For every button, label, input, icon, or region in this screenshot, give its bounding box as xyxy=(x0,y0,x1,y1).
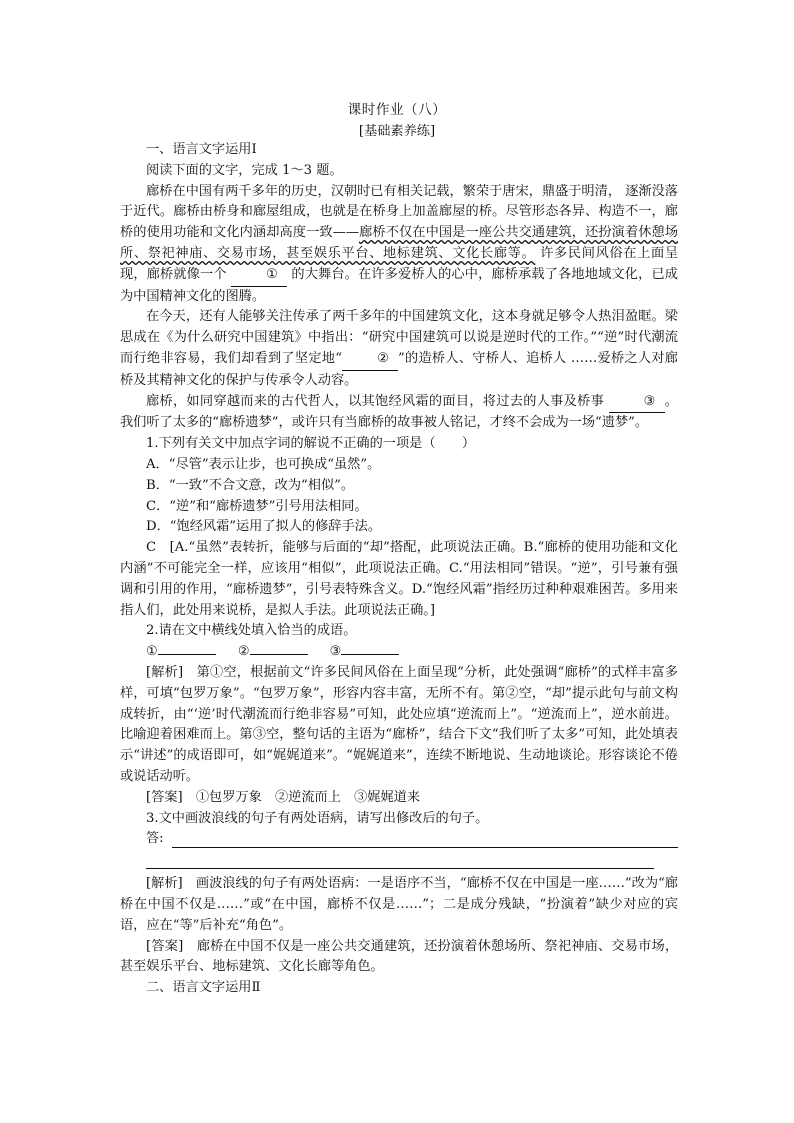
answer-tag: [答案] xyxy=(146,938,184,954)
passage-text: 廊桥，如同穿越而来的古代哲人，以其饱经风霜的面目，将过去的人事及桥事 xyxy=(146,393,609,409)
question-1-answer: C [A.“虽然”表转折，能够与后面的“却”搭配，此项说法正确。B.“廊桥的使用功能和文化内涵”不可能完全一样，应该用“相似”，此项说法正确。C.“用法相同”错误。“逆”，引号兼有强调和引用的作用，“廊桥遗梦”，引号表特殊含义。D.“饱经风霜”指经历过种种艰难困苦。多用来指人们，此处用来说桥，是拟人手法。此项说法正确。] xyxy=(120,540,678,618)
analysis-text: 第①空，根据前文“许多民间风俗在上面呈现”分析，此处强调“廊桥”的式样丰富多样，可填“包罗万象”。“包罗万象”，形容内容丰富，无所不有。第②空，“却”提示此句与前文构成转折，由“‘逆’时代潮流而行绝非容易”可知，此处应填“逆流而上”。“逆流而上”，逆水前进。比喻迎着困难而上。第③空，整句话的主语为“廊桥”，结合下文“我们听了太多”可知，此处填表示“讲述”的成语即可，如“娓娓道来”。“娓娓道来”，连续不断地说、生动地谈论。形容谈论不倦或说话动听。 xyxy=(120,664,678,784)
passage-text: 。我们听了太多的“廊桥遗梦”，或许只有当廊桥的故事被人铭记，才终不会成为一场“遗梦”。 xyxy=(120,393,678,431)
question-1-option-b: B．“一致”不合文意，改为“相似”。 xyxy=(146,477,355,493)
answer-blank-2 xyxy=(250,654,308,655)
question-2-blanks xyxy=(120,642,678,663)
blank-label-2: ② xyxy=(237,644,250,660)
question-3-answer xyxy=(120,937,678,979)
question-2-stem: 2.请在文中横线处填入恰当的成语。 xyxy=(146,623,357,639)
page-subtitle: [基础素养练] xyxy=(358,124,436,139)
passage-text: 许多民间风俗在上面呈现，廊桥就像一个 xyxy=(120,245,678,282)
answer-line-1 xyxy=(172,847,678,848)
passage-paragraph-1 xyxy=(120,182,678,308)
section-heading-1: 一、语言文字运用Ⅰ xyxy=(146,142,257,157)
answer-line-2 xyxy=(146,868,654,869)
passage-text: 的大舞台。在许多爱桥人的心中，廊桥承载了各地地域文化，已成为中国精神文化的图腾。 xyxy=(120,266,678,304)
question-3-answer-row-2 xyxy=(120,850,678,874)
blank-label-1: ① xyxy=(146,644,158,660)
question-3-stem: 3.文中画波浪线的句子有两处语病，请写出修改后的句子。 xyxy=(146,810,489,826)
passage-paragraph-3 xyxy=(120,392,678,435)
answer-text: 廊桥在中国不仅是一座公共交通建筑，还扮演着休憩场所、祭祀神庙、交易市场，甚至娱乐平台、地标建筑、文化长廊等角色。 xyxy=(120,938,679,975)
reading-instruction: 阅读下面的文字，完成 1～3 题。 xyxy=(146,162,343,178)
passage-text: 廊桥在中国有两千多年的历史，汉朝时已有相关记载，繁荣于唐宋，鼎盛于明清， 逐渐没落于近代。廊桥由桥身和廊屋组成，也就是在桥身上加盖廊屋的桥。尽管形态各异、构造不一，廊桥的使用功能和文化内涵却高度一致—— xyxy=(120,183,678,241)
question-1-stem: 1.下列有关文中加点字词的解说不正确的一项是（ ） xyxy=(146,436,476,452)
section-heading-2: 二、语言文字运用Ⅱ xyxy=(146,980,261,996)
question-1-option-d: D．“饱经风霜”运用了拟人的修辞手法。 xyxy=(146,519,382,535)
answer-text: ①包罗万象 ②逆流而上 ③娓娓道来 xyxy=(182,789,421,805)
answer-label: 答: xyxy=(146,831,164,847)
passage-text: 在今天，还有人能够关注传承了两千多年的中国建筑文化，这本身就足够令人热泪盈眶。梁思成在《为什么研究中国建筑》中指出：“研究中国建筑可以说是逆时代的工作。”“逆”时代潮流而行绝非容易，我们却看到了坚定地“ xyxy=(120,309,678,366)
question-2-answer xyxy=(120,788,678,809)
question-1-option-c: C．“逆”和“廊桥遗梦”引号用法相同。 xyxy=(146,498,368,514)
question-3-analysis xyxy=(120,874,678,936)
document-body xyxy=(120,140,678,999)
fill-blank-2: ② xyxy=(342,349,398,371)
answer-tag: [答案] xyxy=(146,789,183,805)
question-2-analysis xyxy=(120,663,678,788)
answer-blank-3 xyxy=(341,654,399,655)
question-1-option-a: A．“尽管”表示让步，也可换成“虽然”。 xyxy=(146,456,381,472)
page-title: 课时作业（八） xyxy=(347,102,447,118)
passage-text: ”的造桥人、守桥人、追桥人 ……爱桥之人对廊桥及其精神文化的保护与传承令人动容。 xyxy=(120,350,678,388)
passage-paragraph-2 xyxy=(120,307,678,391)
analysis-tag: [解析] xyxy=(146,664,184,680)
fill-blank-1: ① xyxy=(231,265,287,287)
answer-blank-1 xyxy=(158,654,216,655)
analysis-tag: [解析] xyxy=(146,876,183,892)
blank-label-3: ③ xyxy=(329,644,342,660)
fill-blank-3: ③ xyxy=(609,392,665,414)
analysis-text: 画波浪线的句子有两处语病：一是语序不当，“廊桥不仅在中国是一座……”改为“廊桥在中国不仅是……”或“在中国，廊桥不仅是……”；二是成分残缺，“扮演着”缺少对应的宾语，应在“等”后补充“角色”。 xyxy=(120,876,678,933)
wavy-underlined-sentence: 廊桥不仅在中国是一座公共交通建筑，还扮演着休憩场所、祭祀神庙、交易市场，甚至娱乐平台、地标建筑、文化长廊等。 xyxy=(120,225,679,261)
question-3-answer-row xyxy=(120,829,678,850)
